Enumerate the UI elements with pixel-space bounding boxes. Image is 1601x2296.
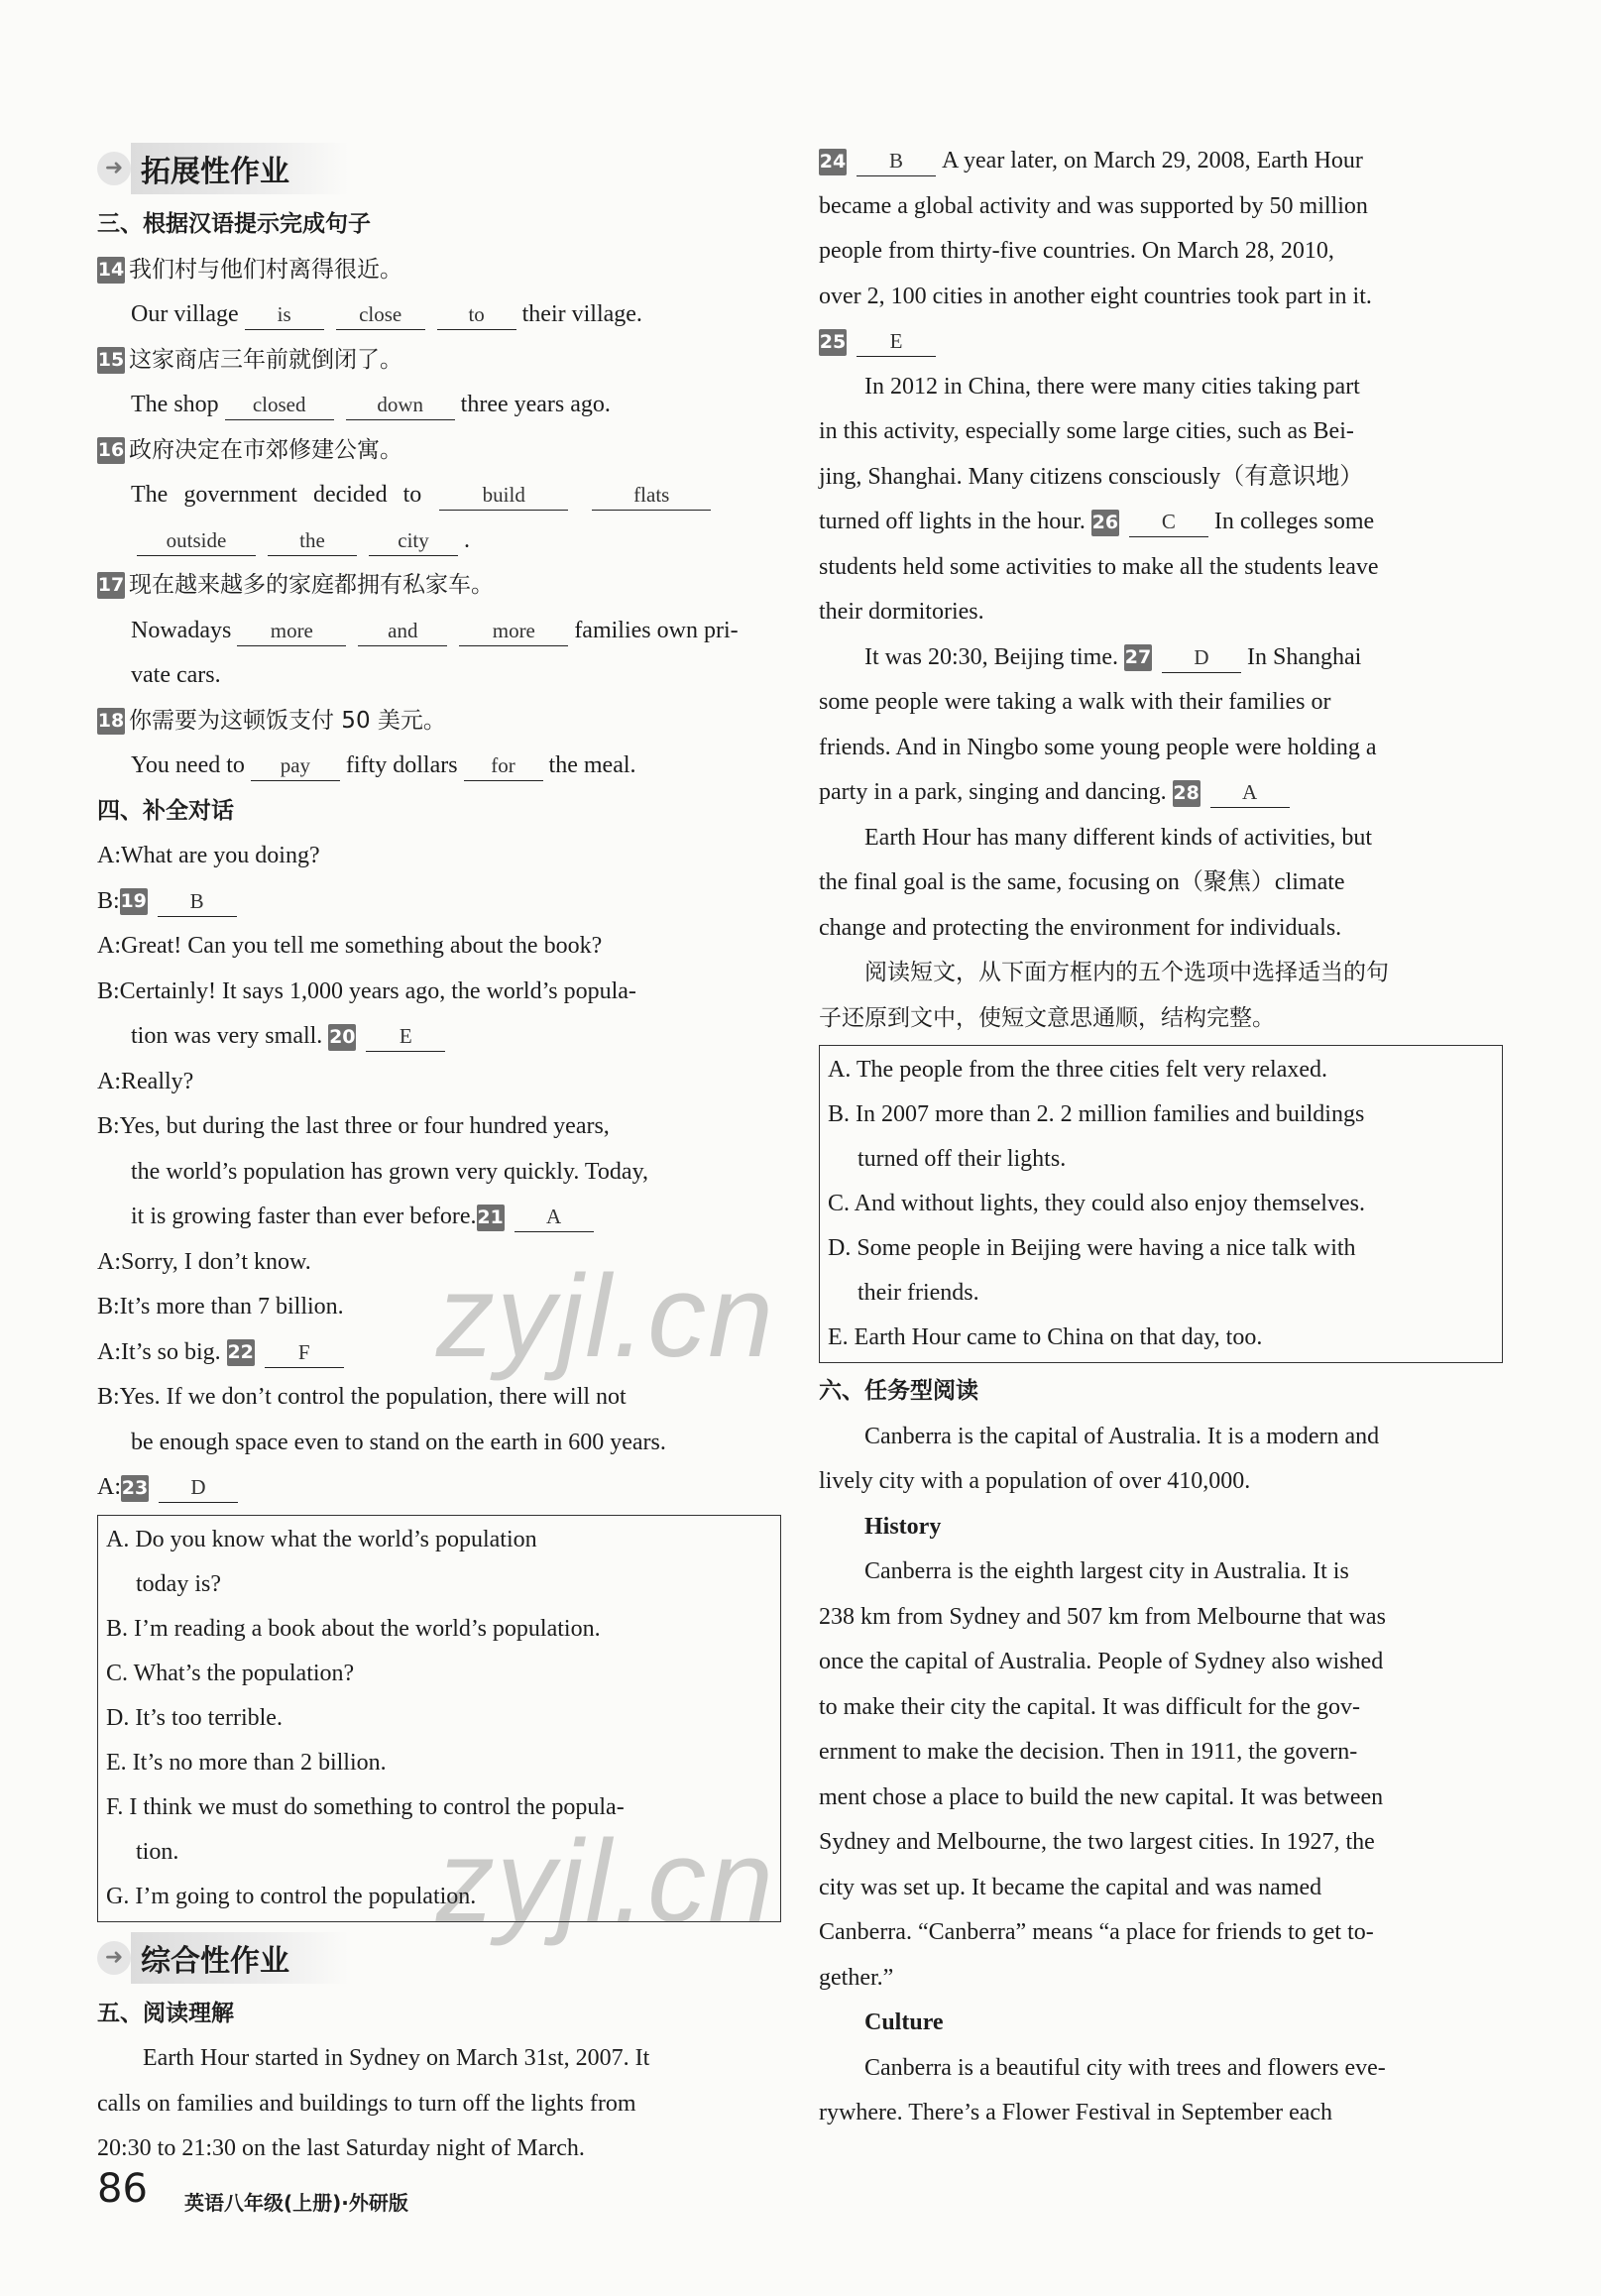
question-number: 21: [477, 1205, 505, 1231]
dialogue-line: A:Sorry, I don’t know.: [97, 1248, 311, 1275]
watermark: zyjl.cn: [436, 1251, 775, 1382]
option-line: C. And without lights, they could also enjoy themselves.: [828, 1191, 1365, 1216]
answer-blank[interactable]: B: [158, 886, 237, 917]
question-14-en: Our village is close to their village.: [97, 292, 781, 338]
question-15-en: The shop closed down three years ago.: [97, 383, 781, 428]
option-line: D. It’s too terrible.: [106, 1704, 283, 1731]
dialogue-line: the world’s population has grown very quickly. Today,: [131, 1158, 649, 1185]
option-line: A. The people from the three cities felt very relaxed.: [828, 1057, 1328, 1083]
answer-blank[interactable]: D: [159, 1472, 238, 1503]
answer-blank[interactable]: outside: [137, 525, 256, 556]
question-number: 28: [1173, 780, 1201, 807]
question-17-en: Nowadays more and more families own pri-: [97, 609, 781, 654]
passage-line: in this activity, especially some large cities, such as Bei-: [819, 418, 1354, 444]
book-title: 英语八年级(上册)·外研版: [184, 2191, 408, 2215]
question-number: 14: [97, 257, 125, 284]
answer-blank[interactable]: more: [459, 616, 568, 646]
passage-line: 24 B A year later, on March 29, 2008, Earth Hour: [819, 139, 1503, 184]
option-line: their friends.: [858, 1280, 979, 1306]
answer-blank[interactable]: D: [1162, 642, 1241, 673]
question-number: 25: [819, 329, 847, 356]
dialogue-line: A:What are you doing?: [97, 843, 320, 868]
dialogue-line: A:23 D: [97, 1465, 781, 1511]
passage-line: turned off lights in the hour. 26 C In colleges some: [819, 500, 1503, 545]
passage-line: Canberra is a beautiful city with trees and flowers eve-: [864, 2054, 1386, 2081]
passage-line: friends. And in Ningbo some young people were holding a: [819, 734, 1377, 760]
dialogue-line: tion was very small. 20 E: [97, 1014, 781, 1060]
section-title-4: 四、补全对话: [97, 797, 234, 824]
answer-blank[interactable]: C: [1129, 507, 1208, 537]
question-number: 27: [1124, 644, 1152, 671]
answer-blank[interactable]: flats: [592, 480, 711, 511]
answer-blank[interactable]: is: [245, 299, 324, 330]
question-17-en-2: vate cars.: [131, 662, 221, 688]
question-18-cn: 18 你需要为这顿饭支付 50 美元。: [97, 707, 446, 734]
dialogue-line: B:Certainly! It says 1,000 years ago, the world’s popula-: [97, 977, 636, 1004]
question-number: 23: [121, 1475, 149, 1502]
answer-blank[interactable]: to: [437, 299, 516, 330]
passage-line: became a global activity and was supported by 50 million: [819, 192, 1368, 219]
passage-line: It was 20:30, Beijing time. 27 D In Shanghai: [819, 635, 1503, 681]
dialogue-line: B:It’s more than 7 billion.: [97, 1294, 344, 1320]
passage-line: 20:30 to 21:30 on the last Saturday night of March.: [97, 2135, 585, 2161]
question-16-cn: 16 政府决定在市郊修建公寓。: [97, 436, 402, 463]
question-number: 22: [227, 1339, 255, 1366]
answer-blank[interactable]: closed: [225, 390, 334, 420]
answer-blank[interactable]: A: [1210, 777, 1290, 808]
option-line: A. Do you know what the world’s population: [106, 1526, 537, 1552]
question-15-cn: 15 这家商店三年前就倒闭了。: [97, 346, 402, 373]
passage-line: some people were taking a walk with their families or: [819, 689, 1331, 715]
answer-blank[interactable]: E: [857, 326, 936, 357]
section-title-6: 六、任务型阅读: [819, 1378, 978, 1404]
dialogue-line: A:Really?: [97, 1068, 194, 1094]
passage-line: jing, Shanghai. Many citizens consciously（有意识地）: [819, 463, 1364, 490]
arrow-icon: ➜: [97, 152, 131, 185]
answer-blank[interactable]: F: [265, 1337, 344, 1368]
question-number: 15: [97, 347, 125, 374]
question-number: 16: [97, 437, 125, 464]
option-line: today is?: [136, 1570, 221, 1597]
passage-line: people from thirty-five countries. On March 28, 2010,: [819, 238, 1334, 264]
passage-line: Sydney and Melbourne, the two largest cities. In 1927, the: [819, 1829, 1375, 1855]
option-line: E. It’s no more than 2 billion.: [106, 1749, 387, 1776]
passage-line: to make their city the capital. It was difficult for the gov-: [819, 1693, 1361, 1720]
option-line: tion.: [136, 1838, 179, 1865]
question-number: 20: [328, 1024, 356, 1051]
option-line: B. I’m reading a book about the world’s population.: [106, 1615, 601, 1642]
reading-options-box: [819, 1045, 1503, 1363]
question-14-cn: 14 我们村与他们村离得很近。: [97, 256, 402, 283]
option-line: E. Earth Hour came to China on that day, too.: [828, 1324, 1263, 1350]
watermark: zyjl.cn: [436, 1816, 775, 1947]
answer-blank[interactable]: E: [366, 1021, 445, 1052]
option-line: C. What’s the population?: [106, 1660, 355, 1686]
answer-blank[interactable]: pay: [251, 750, 340, 781]
passage-line: Earth Hour has many different kinds of activities, but: [864, 824, 1373, 851]
passage-line: Canberra is the capital of Australia. It is a modern and: [864, 1423, 1380, 1449]
passage-line: Earth Hour started in Sydney on March 31st, 2007. It: [143, 2045, 650, 2071]
instruction-line: 子还原到文中，使短文意思通顺，结构完整。: [819, 1004, 1275, 1031]
passage-line: lively city with a population of over 410,000.: [819, 1468, 1251, 1494]
answer-blank[interactable]: the: [268, 525, 357, 556]
right-column: [819, 139, 1503, 2136]
arrow-icon: ➜: [97, 1941, 131, 1975]
passage-line: students held some activities to make all the students leave: [819, 553, 1379, 580]
header-label: 拓展性作业: [131, 143, 349, 194]
passage-line: 238 km from Sydney and 507 km from Melbourne that was: [819, 1603, 1386, 1630]
question-number: 19: [120, 888, 148, 915]
section-title-3: 三、根据汉语提示完成句子: [97, 211, 371, 237]
answer-blank[interactable]: B: [857, 146, 936, 176]
question-16-en-2: outside the city .: [97, 518, 781, 564]
answer-blank[interactable]: build: [439, 480, 568, 511]
passage-line: once the capital of Australia. People of Sydney also wished: [819, 1649, 1384, 1674]
passage-line: ment chose a place to build the new capital. It was between: [819, 1783, 1384, 1810]
question-17-cn: 17 现在越来越多的家庭都拥有私家车。: [97, 572, 494, 598]
section-title-5: 五、阅读理解: [97, 2000, 234, 2026]
answer-blank[interactable]: more: [237, 616, 346, 646]
question-number: 26: [1091, 510, 1119, 536]
passage-line: the final goal is the same, focusing on（聚焦）climate: [819, 869, 1345, 895]
question-number: 17: [97, 572, 125, 599]
passage-line: [819, 319, 1503, 365]
passage-line: change and protecting the environment for individuals.: [819, 914, 1342, 941]
passage-line: calls on families and buildings to turn off the lights from: [97, 2090, 636, 2117]
dialogue-line: B:Yes. If we don’t control the population, there will not: [97, 1384, 627, 1410]
dialogue-line: A:It’s so big. 22 F: [97, 1330, 781, 1376]
answer-blank[interactable]: city: [369, 525, 458, 556]
option-line: B. In 2007 more than 2. 2 million families and buildings: [828, 1101, 1365, 1127]
dialogue-line: B:19 B: [97, 879, 781, 925]
page-number: 86: [97, 2166, 148, 2212]
option-line: D. Some people in Beijing were having a nice talk with: [828, 1235, 1356, 1261]
header-label: 综合性作业: [131, 1932, 349, 1984]
dialogue-line: A:Great! Can you tell me something about the book?: [97, 933, 603, 959]
answer-blank[interactable]: down: [346, 390, 455, 420]
passage-line: gether.”: [819, 1964, 894, 1991]
passage-line: city was set up. It became the capital and was named: [819, 1874, 1322, 1900]
instruction-line: 阅读短文，从下面方框内的五个选项中选择适当的句: [864, 960, 1389, 985]
dialogue-line: B:Yes, but during the last three or four hundred years,: [97, 1113, 610, 1139]
question-number: 24: [819, 149, 847, 175]
subheading-culture: Culture: [864, 2009, 944, 2035]
question-18-en: You need to pay fifty dollars for the meal.: [97, 744, 781, 789]
dialogue-line: be enough space even to stand on the earth in 600 years.: [131, 1429, 666, 1455]
option-line: turned off their lights.: [858, 1146, 1067, 1172]
answer-blank[interactable]: close: [336, 299, 425, 330]
question-number: 18: [97, 708, 125, 735]
passage-line: their dormitories.: [819, 599, 984, 625]
passage-line: over 2, 100 cities in another eight countries took part in it.: [819, 283, 1372, 309]
option-line: F. I think we must do something to control the popula-: [106, 1793, 625, 1820]
section-header-extended: [97, 139, 781, 198]
passage-line: ernment to make the decision. Then in 1911, the govern-: [819, 1739, 1358, 1765]
subheading-history: History: [864, 1513, 942, 1540]
answer-blank[interactable]: A: [515, 1202, 594, 1232]
question-16-en: The government decided to build flats: [97, 473, 781, 518]
option-line: G. I’m going to control the population.: [106, 1883, 477, 1909]
dialogue-line: it is growing faster than ever before.21 A: [97, 1195, 781, 1240]
passage-line: Canberra is the eighth largest city in Australia. It is: [864, 1558, 1349, 1584]
passage-line: Canberra. “Canberra” means “a place for friends to get to-: [819, 1919, 1374, 1945]
passage-line: rywhere. There’s a Flower Festival in September each: [819, 2100, 1333, 2125]
passage-line: party in a park, singing and dancing. 28 A: [819, 770, 1503, 816]
passage-line: In 2012 in China, there were many cities taking part: [864, 373, 1360, 400]
answer-blank[interactable]: for: [464, 750, 543, 781]
answer-blank[interactable]: and: [358, 616, 447, 646]
